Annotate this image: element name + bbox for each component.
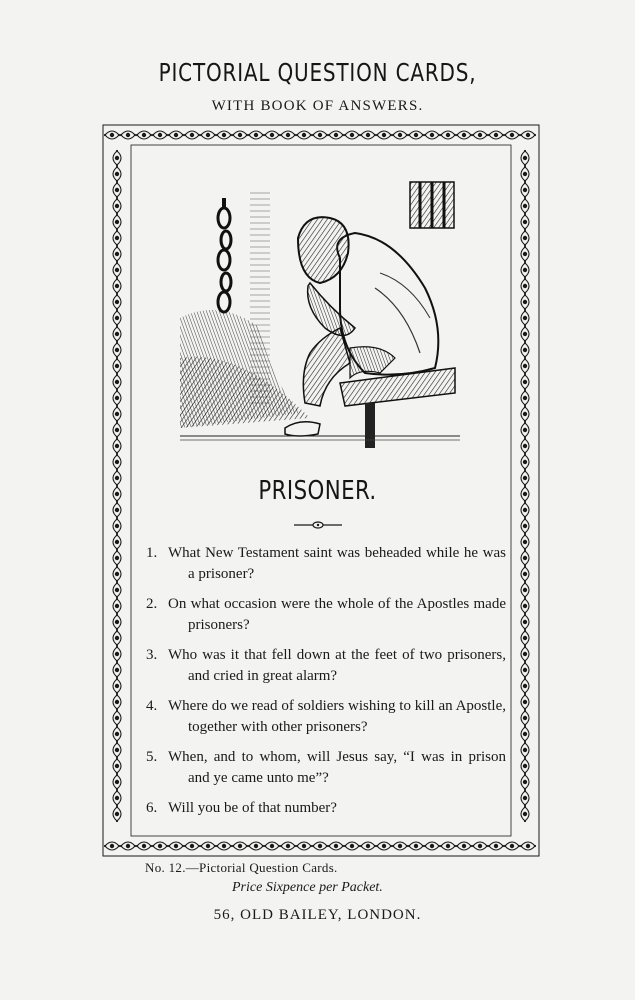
border-ornament — [136, 131, 152, 139]
border-ornament — [521, 806, 529, 822]
border-ornament — [376, 131, 392, 139]
border-ornament — [521, 262, 529, 278]
border-ornament — [113, 582, 121, 598]
border-ornament — [521, 294, 529, 310]
border-ornament — [521, 214, 529, 230]
border-ornament — [113, 198, 121, 214]
border-ornament — [488, 842, 504, 850]
border-ornament — [392, 842, 408, 850]
border-ornament — [521, 630, 529, 646]
border-ornament — [521, 454, 529, 470]
border-ornament — [521, 678, 529, 694]
border-ornament — [113, 294, 121, 310]
question-text: On what occasion were the whole of the Apostles made prisoners? — [168, 596, 506, 633]
question-list — [146, 543, 506, 828]
border-ornament — [521, 198, 529, 214]
border-ornament — [113, 534, 121, 550]
border-ornament — [113, 550, 121, 566]
border-ornament — [113, 774, 121, 790]
border-ornament — [232, 842, 248, 850]
question-number: 1. — [146, 545, 158, 561]
border-ornament — [521, 646, 529, 662]
border-ornament — [504, 131, 520, 139]
border-ornament — [521, 166, 529, 182]
border-ornament — [113, 806, 121, 822]
border-ornament — [521, 566, 529, 582]
border-ornament — [264, 131, 280, 139]
border-ornament — [113, 374, 121, 390]
border-ornament — [504, 842, 520, 850]
border-ornament — [521, 694, 529, 710]
title-divider — [294, 520, 342, 530]
border-ornament — [264, 842, 280, 850]
border-ornament — [113, 518, 121, 534]
border-ornament — [472, 842, 488, 850]
border-ornament — [113, 406, 121, 422]
border-ornament — [328, 131, 344, 139]
border-ornament — [113, 630, 121, 646]
border-ornament — [296, 842, 312, 850]
border-ornament — [113, 566, 121, 582]
border-ornament — [232, 131, 248, 139]
border-ornament — [113, 390, 121, 406]
border-ornament — [521, 150, 529, 166]
question-number: 4. — [146, 698, 158, 714]
border-ornament — [113, 358, 121, 374]
border-ornament — [200, 842, 216, 850]
border-ornament — [521, 390, 529, 406]
border-ornament — [521, 726, 529, 742]
border-ornament — [440, 131, 456, 139]
border-ornament — [521, 742, 529, 758]
question-number: 6. — [146, 800, 158, 816]
question-item — [146, 543, 506, 585]
question-number: 3. — [146, 647, 158, 663]
border-ornament — [168, 842, 184, 850]
border-ornament — [521, 710, 529, 726]
border-ornament — [296, 131, 312, 139]
border-ornament — [424, 131, 440, 139]
border-ornament — [113, 438, 121, 454]
border-ornament — [328, 842, 344, 850]
question-item — [146, 594, 506, 636]
border-ornament — [521, 550, 529, 566]
border-ornament — [456, 842, 472, 850]
border-ornament — [312, 131, 328, 139]
border-ornament — [521, 326, 529, 342]
border-ornament — [113, 342, 121, 358]
border-ornament — [472, 131, 488, 139]
border-ornament — [216, 131, 232, 139]
question-text: Will you be of that number? — [168, 800, 337, 816]
price-line: Price Sixpence per Packet. — [232, 880, 383, 895]
border-ornament — [113, 678, 121, 694]
border-ornament — [216, 842, 232, 850]
border-ornament — [488, 131, 504, 139]
border-ornament — [280, 131, 296, 139]
question-text: Who was it that fell down at the feet of two prisoners, and cried in great alarm? — [168, 647, 506, 684]
border-ornament — [521, 358, 529, 374]
card-title: PRISONER. — [258, 476, 377, 506]
border-ornament — [521, 774, 529, 790]
border-ornament — [113, 758, 121, 774]
border-ornament — [113, 742, 121, 758]
border-ornament — [120, 131, 136, 139]
border-ornament — [521, 582, 529, 598]
border-ornament — [521, 518, 529, 534]
border-ornament — [113, 182, 121, 198]
border-ornament — [113, 614, 121, 630]
border-ornament — [113, 694, 121, 710]
border-ornament — [113, 710, 121, 726]
border-ornament — [280, 842, 296, 850]
border-ornament — [521, 662, 529, 678]
border-ornament — [113, 422, 121, 438]
border-ornament — [113, 726, 121, 742]
series-title: PICTORIAL QUESTION CARDS, — [158, 58, 477, 87]
question-item — [146, 696, 506, 738]
border-ornament — [521, 438, 529, 454]
border-ornament — [521, 614, 529, 630]
imprint-line: No. 12.—Pictorial Question Cards. — [145, 860, 338, 875]
border-ornament — [408, 842, 424, 850]
border-ornament — [521, 278, 529, 294]
border-ornament — [520, 842, 536, 850]
border-ornament — [344, 131, 360, 139]
border-ornament — [521, 310, 529, 326]
border-ornament — [392, 131, 408, 139]
border-ornament — [521, 230, 529, 246]
border-ornament — [184, 842, 200, 850]
border-ornament — [168, 131, 184, 139]
border-ornament — [440, 842, 456, 850]
border-ornament — [408, 131, 424, 139]
border-ornament — [113, 166, 121, 182]
border-ornament — [113, 790, 121, 806]
border-ornament — [113, 262, 121, 278]
border-ornament — [521, 342, 529, 358]
border-ornament — [113, 310, 121, 326]
border-ornament — [113, 230, 121, 246]
series-subtitle: WITH BOOK OF ANSWERS. — [211, 98, 424, 114]
border-ornament — [520, 131, 536, 139]
border-ornament — [104, 842, 120, 850]
border-ornament — [360, 131, 376, 139]
border-ornament — [521, 790, 529, 806]
border-ornament — [521, 422, 529, 438]
question-item — [146, 798, 506, 819]
border-ornament — [360, 842, 376, 850]
border-ornament — [113, 454, 121, 470]
border-ornament — [248, 842, 264, 850]
border-ornament — [521, 758, 529, 774]
question-text: Where do we read of soldiers wishing to kill an Apostle, together with other prisoners? — [168, 698, 506, 735]
border-ornament — [521, 246, 529, 262]
border-ornament — [113, 150, 121, 166]
border-ornament — [113, 326, 121, 342]
border-ornament — [136, 842, 152, 850]
border-ornament — [120, 842, 136, 850]
question-item — [146, 645, 506, 687]
border-ornament — [344, 842, 360, 850]
border-ornament — [113, 278, 121, 294]
border-ornament — [104, 131, 120, 139]
border-ornament — [113, 662, 121, 678]
border-ornament — [152, 842, 168, 850]
question-item — [146, 747, 506, 789]
border-ornament — [113, 246, 121, 262]
border-ornament — [521, 598, 529, 614]
border-ornament — [248, 131, 264, 139]
border-ornament — [456, 131, 472, 139]
question-text: When, and to whom, will Jesus say, “I was in prison and ye came unto me”? — [168, 749, 506, 786]
publisher-address: 56, OLD BAILEY, LONDON. — [213, 907, 422, 923]
border-ornament — [184, 131, 200, 139]
border-ornament — [521, 182, 529, 198]
border-ornament — [113, 214, 121, 230]
question-number: 5. — [146, 749, 158, 765]
border-ornament — [113, 646, 121, 662]
border-ornament — [113, 598, 121, 614]
border-ornament — [521, 534, 529, 550]
border-ornament — [521, 406, 529, 422]
border-ornament — [521, 374, 529, 390]
border-ornament — [152, 131, 168, 139]
prisoner-illustration — [180, 178, 460, 450]
border-ornament — [312, 842, 328, 850]
border-ornament — [376, 842, 392, 850]
border-ornament — [200, 131, 216, 139]
question-number: 2. — [146, 596, 158, 612]
question-text: What New Testament saint was beheaded while he was a prisoner? — [168, 545, 506, 582]
border-ornament — [424, 842, 440, 850]
